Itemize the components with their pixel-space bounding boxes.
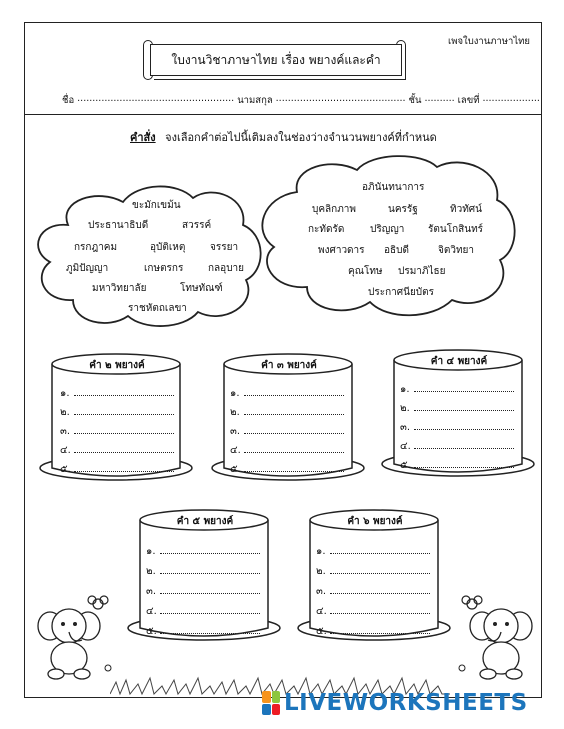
answer-line [230, 443, 344, 458]
answer-blank[interactable] [414, 420, 514, 430]
cloud-word[interactable]: ภูมิปัญญา [66, 263, 109, 274]
answer-blank[interactable] [74, 386, 174, 396]
answer-blank[interactable] [244, 443, 344, 453]
cloud-word[interactable]: อุบัติเหตุ [150, 242, 186, 253]
header-divider [24, 114, 542, 115]
answer-line [60, 386, 174, 401]
answer-line [400, 439, 514, 454]
liveworksheets-wordmark: LIVEWORKSHEETS [284, 690, 528, 716]
worksheet-title-text: ใบงานวิชาภาษาไทย เรื่อง พยางค์และคำ [171, 52, 381, 67]
pot-title: คำ ๒ พยางค์ [89, 360, 145, 371]
cloud-word[interactable]: ขะมักเขม้น [132, 200, 181, 211]
surname-field[interactable]: ........................................... [275, 93, 406, 104]
answer-line [400, 401, 514, 416]
cloud-word[interactable]: กลอุบาย [208, 263, 245, 274]
answer-number: ๒. [316, 566, 326, 577]
answer-number: ๑. [60, 388, 70, 399]
answer-blank[interactable] [160, 544, 260, 554]
cloud-word[interactable]: กรกฎาคม [74, 242, 118, 253]
answer-blank[interactable] [160, 584, 260, 594]
answer-line [60, 462, 174, 477]
answer-number: ๔. [60, 445, 71, 456]
answer-blank[interactable] [244, 405, 344, 415]
answer-blank[interactable] [74, 462, 174, 472]
cloud-word[interactable]: ราชหัตถเลขา [128, 303, 187, 314]
answer-number: ๓. [316, 586, 327, 597]
answer-number: ๓. [400, 422, 411, 433]
cloud-word[interactable]: กะทัดรัด [308, 224, 345, 235]
answer-number: ๓. [146, 586, 157, 597]
answer-line [316, 544, 430, 559]
answer-line [230, 386, 344, 401]
answer-blank[interactable] [160, 624, 260, 634]
instruction [130, 128, 437, 146]
cloud-word[interactable]: นครรัฐ [388, 204, 418, 215]
elephant-right-icon [452, 592, 536, 684]
badge-cell-4 [272, 704, 281, 716]
answer-number: ๒. [146, 566, 156, 577]
answer-number: ๕. [316, 626, 327, 637]
answer-blank[interactable] [414, 458, 514, 468]
cloud-word[interactable]: ปรมาภิไธย [398, 266, 446, 277]
name-label: ชื่อ [62, 95, 75, 106]
cloud-word[interactable]: ประธานาธิบดี [88, 220, 149, 231]
answer-blank[interactable] [330, 604, 430, 614]
cloud-word[interactable]: อธิบดี [384, 245, 409, 256]
answer-number: ๕. [146, 626, 157, 637]
pot-title: คำ ๖ พยางค์ [347, 516, 403, 527]
cloud-word[interactable]: มหาวิทยาลัย [92, 283, 147, 294]
answer-blank[interactable] [414, 401, 514, 411]
cloud-word[interactable]: บุคลิกภาพ [312, 204, 357, 215]
answer-number: ๑. [230, 388, 240, 399]
answer-line [316, 584, 430, 599]
answer-number: ๒. [60, 407, 70, 418]
liveworksheets-logo [262, 690, 528, 716]
badge-cell-2 [272, 691, 281, 703]
elephant-left-icon [34, 592, 118, 684]
cloud-word[interactable]: โทษทัณฑ์ [180, 283, 223, 294]
answer-line [60, 424, 174, 439]
pot-title: คำ ๓ พยางค์ [261, 360, 317, 371]
answer-number: ๔. [146, 606, 157, 617]
class-label: ชั้น [408, 95, 422, 106]
name-field[interactable]: .................................................... [77, 93, 235, 104]
instruction-text: จงเลือกคำต่อไปนี้เติมลงในช่องว่างจำนวนพยางค์ที่กำหนด [165, 131, 437, 144]
student-info-row [62, 93, 540, 108]
answer-number: ๔. [230, 445, 241, 456]
answer-line [316, 624, 430, 639]
answer-blank[interactable] [244, 462, 344, 472]
badge-cell-1 [262, 691, 271, 703]
answer-blank[interactable] [74, 405, 174, 415]
answer-blank[interactable] [414, 382, 514, 392]
answer-line [316, 564, 430, 579]
answer-blank[interactable] [330, 624, 430, 634]
cloud-word[interactable]: ทิวทัศน์ [450, 204, 482, 215]
answer-line [230, 424, 344, 439]
answer-number: ๑. [146, 546, 156, 557]
answer-blank[interactable] [160, 604, 260, 614]
answer-line [400, 458, 514, 473]
cloud-word[interactable]: จิตวิทยา [438, 245, 475, 256]
answer-blank[interactable] [244, 386, 344, 396]
cloud-word[interactable]: อภินันทนาการ [362, 182, 425, 193]
class-field[interactable]: .......... [424, 93, 455, 104]
answer-blank[interactable] [74, 443, 174, 453]
cloud-word[interactable]: ปริญญา [370, 224, 405, 235]
cloud-word[interactable]: เกษตรกร [144, 263, 184, 274]
answer-blank[interactable] [330, 564, 430, 574]
cloud-word[interactable]: พงศาวดาร [318, 245, 365, 256]
answer-blank[interactable] [330, 584, 430, 594]
cloud-word[interactable]: รัตนโกสินทร์ [428, 224, 484, 235]
answer-blank[interactable] [414, 439, 514, 449]
answer-number: ๕. [230, 464, 241, 475]
pot-title: คำ ๔ พยางค์ [430, 356, 488, 367]
liveworksheets-badge-icon [262, 691, 280, 715]
answer-number: ๓. [230, 426, 241, 437]
surname-label: นามสกุล [237, 95, 273, 106]
answer-number: ๑. [400, 384, 410, 395]
answer-line [400, 382, 514, 397]
worksheet-title [150, 44, 402, 76]
answer-line [146, 604, 260, 619]
answer-line [146, 544, 260, 559]
number-label: เลขที่ [457, 95, 480, 106]
answer-number: ๔. [400, 441, 411, 452]
answer-blank[interactable] [74, 424, 174, 434]
number-field[interactable]: ................... [482, 93, 540, 104]
answer-number: ๔. [316, 606, 327, 617]
answer-number: ๑. [316, 546, 326, 557]
answer-line [146, 564, 260, 579]
cloud-word[interactable]: คุณโทษ [348, 266, 383, 277]
badge-cell-3 [262, 704, 271, 716]
answer-line [230, 462, 344, 477]
answer-number: ๓. [60, 426, 71, 437]
answer-line [146, 584, 260, 599]
answer-number: ๒. [230, 407, 240, 418]
pot-title: คำ ๕ พยางค์ [176, 516, 234, 527]
cloud-word[interactable]: ประกาศนียบัตร [368, 287, 435, 298]
answer-line [146, 624, 260, 639]
answer-blank[interactable] [330, 544, 430, 554]
answer-number: ๕. [60, 464, 71, 475]
answer-line [316, 604, 430, 619]
cloud-word[interactable]: สวรรค์ [182, 220, 212, 231]
answer-number: ๕. [400, 460, 411, 471]
answer-number: ๒. [400, 403, 410, 414]
instruction-label: คำสั่ง [130, 131, 156, 144]
answer-line [230, 405, 344, 420]
answer-line [400, 420, 514, 435]
answer-line [60, 443, 174, 458]
answer-line [60, 405, 174, 420]
answer-blank[interactable] [244, 424, 344, 434]
answer-blank[interactable] [160, 564, 260, 574]
cloud-word[interactable]: จรรยา [210, 242, 239, 253]
header-tag: เพจใบงานภาษาไทย [447, 36, 530, 47]
